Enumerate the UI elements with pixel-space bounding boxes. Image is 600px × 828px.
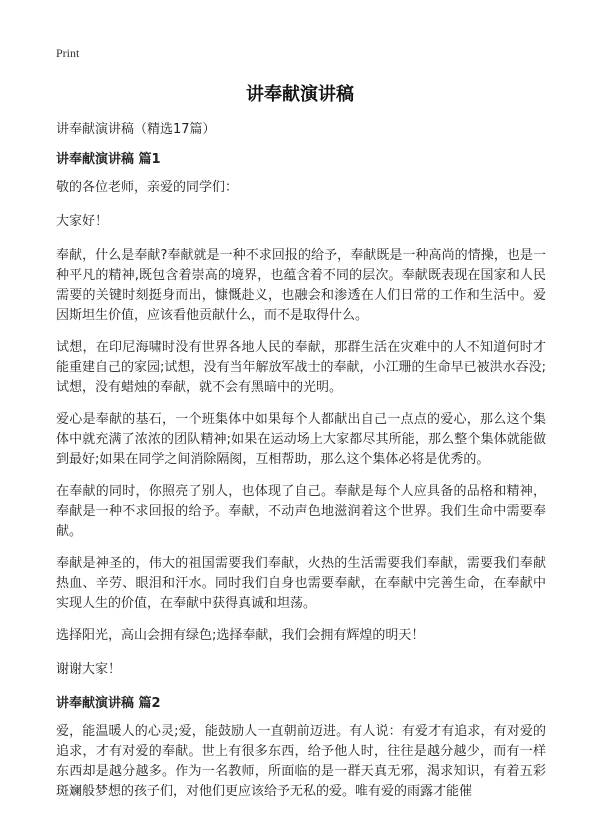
section-2 xyxy=(56,694,546,802)
page-title: 讲奉献演讲稿 xyxy=(246,84,354,105)
section-heading: 讲奉献演讲稿 篇2 xyxy=(56,696,161,711)
body-paragraph: 奉献，什么是奉献?奉献就是一种不求回报的给予，奉献既是一种高尚的情操，也是一种平凡的精神,既包含着崇高的境界，也蕴含着不同的层次。奉献既表现在国家和人民需要的关键时刻挺身而出，慷慨赴义，也融会和渗透在人们日常的工作和生活中。爱因斯坦生价值，应该看他贡献什么，而不是取得什么。 xyxy=(56,248,546,323)
body-paragraph: 选择阳光，高山会拥有绿色;选择奉献，我们会拥有辉煌的明天！ xyxy=(56,628,425,643)
section-heading: 讲奉献演讲稿 篇1 xyxy=(56,152,161,167)
document-body xyxy=(56,120,546,814)
body-paragraph: 试想，在印尼海啸时没有世界各地人民的奉献，那群生活在灾难中的人不知道何时才能重建自己的家园;试想，没有当年解放军战士的奉献，小江珊的生命早已被洪水吞没;试想，没有蜡烛的奉献，就不会有黑暗中的光明。 xyxy=(56,340,546,395)
body-paragraph: 在奉献的同时，你照亮了别人，也体现了自己。奉献是每个人应具备的品格和精神，奉献是一种不求回报的给予。奉献，不动声色地滋润着这个世界。我们生命中需要奉献。 xyxy=(56,484,546,539)
print-link[interactable]: Print xyxy=(56,46,80,60)
body-paragraph: 爱，能温暖人的心灵;爱，能鼓励人一直朝前迈进。有人说：有爱才有追求，有对爱的追求，才有对爱的奉献。世上有很多东西，给予他人时，往往是越分越少，而有一样东西却是越分越多。作为一名教师，所面临的是一群天真无邪，渴求知识，有着五彩斑斓般梦想的孩子们，对他们更应该给予无私的爱。唯有爱的雨露才能催 xyxy=(56,724,546,799)
closing-paragraph: 谢谢大家！ xyxy=(56,662,122,677)
greeting-paragraph: 敬的各位老师，亲爱的同学们： xyxy=(56,180,239,195)
section-1 xyxy=(56,150,546,680)
body-paragraph: 奉献是神圣的，伟大的祖国需要我们奉献，火热的生活需要我们奉献，需要我们奉献热血、辛劳、眼泪和汗水。同时我们自身也需要奉献，在奉献中完善生命，在奉献中实现人生的价值，在奉献中获得真诚和坦荡。 xyxy=(56,556,546,611)
body-paragraph: 爱心是奉献的基石，一个班集体中如果每个人都献出自己一点点的爱心，那么这个集体中就充满了浓浓的团队精神;如果在运动场上大家都尽其所能，那么整个集体就能做到最好;如果在同学之间消除隔阂，互相帮助，那么这个集体必将是优秀的。 xyxy=(56,412,546,467)
hello-paragraph: 大家好！ xyxy=(56,214,109,229)
document-subtitle: 讲奉献演讲稿（精选17篇） xyxy=(56,122,216,137)
